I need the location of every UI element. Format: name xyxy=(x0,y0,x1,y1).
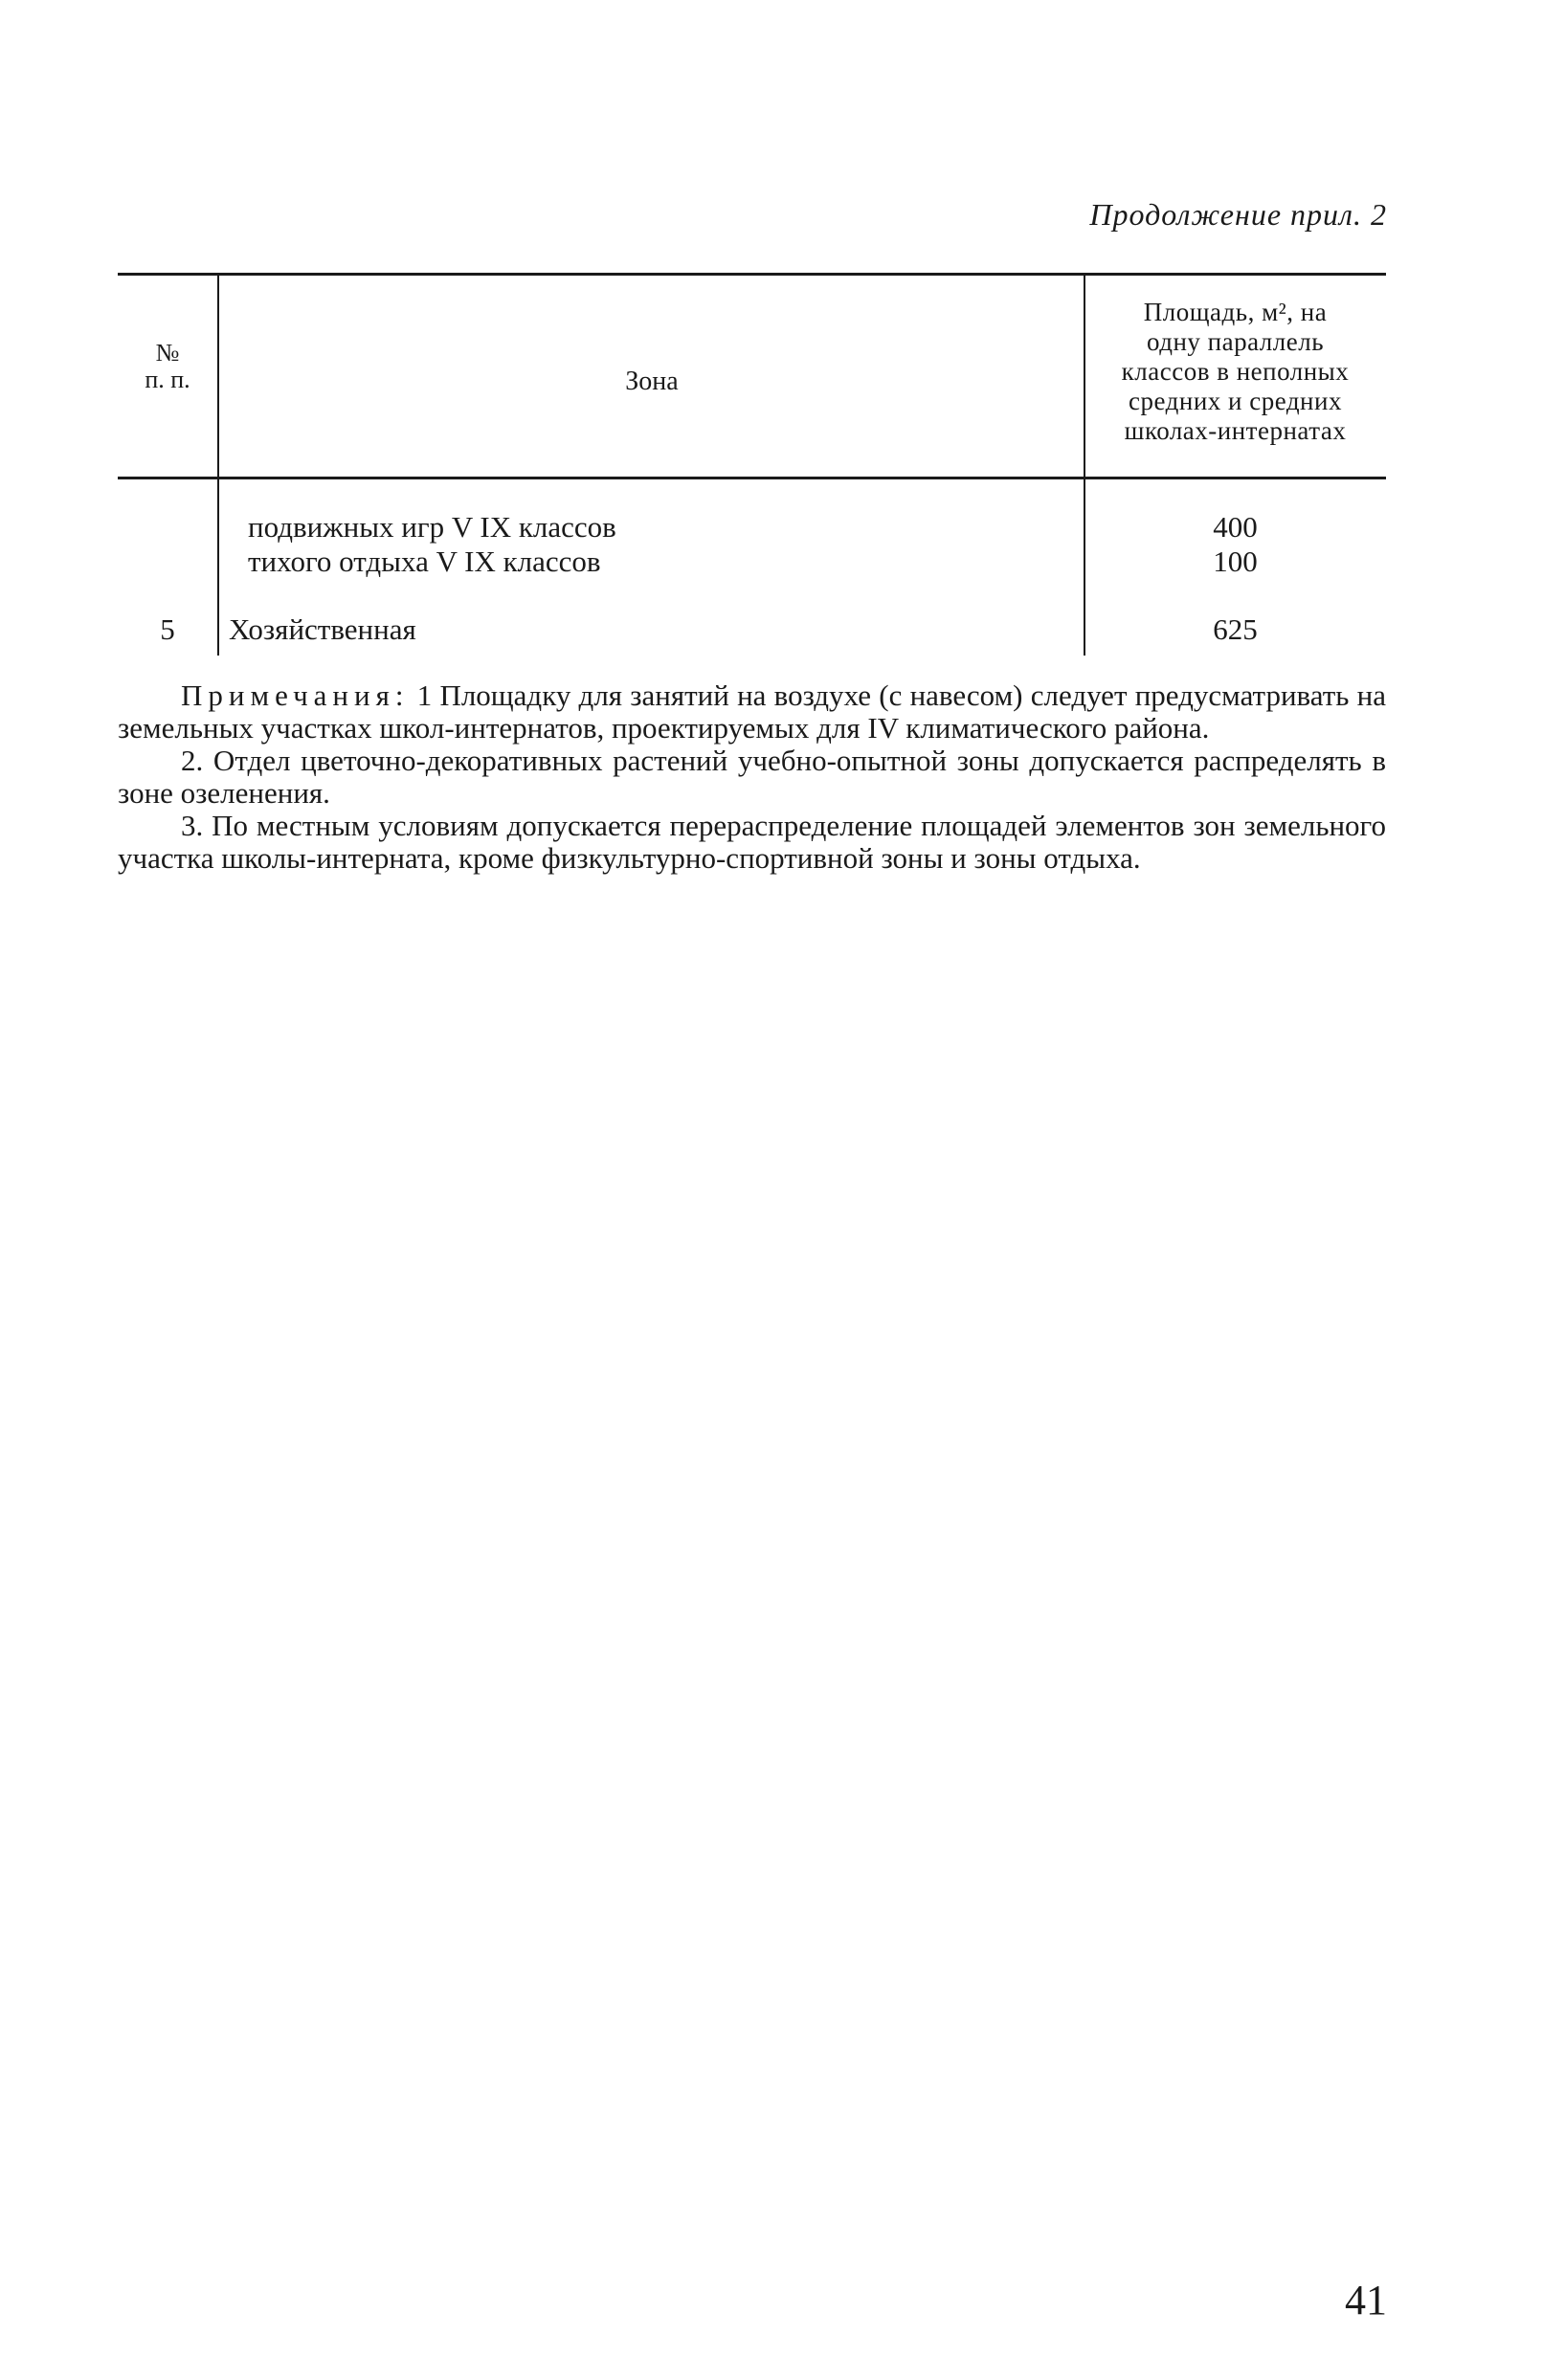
note-1 xyxy=(118,679,1386,745)
row-zone: Хозяйственная xyxy=(229,612,416,646)
table-header-rule xyxy=(118,477,1386,479)
table-top-rule xyxy=(118,273,1386,276)
header-area-line: Площадь, м², на xyxy=(1143,298,1328,326)
header-area-line: средних и средних xyxy=(1129,387,1342,415)
header-area-line: классов в неполных xyxy=(1121,357,1350,386)
header-area-line: одну параллель xyxy=(1146,327,1325,356)
header-area-line: школах-интернатах xyxy=(1124,416,1347,445)
note-2: 2. Отдел цветочно-декоративных растений учебно-опытной зоны допускается распределять в зоне озеленения. xyxy=(118,744,1386,810)
note-3: 3. По местным условиям допускается перераспределение площадей элементов зон земельного участка школы-интерната, кроме физкультурно-спортивной зоны и зоны отдыха. xyxy=(118,809,1386,875)
row-area: 400 xyxy=(1213,510,1258,544)
header-number xyxy=(118,340,217,393)
note-text: 1 Площадку для занятий на воздухе (с навесом) следует предусматривать на земельных участках школ-интернатов, проектируемых для IV климатического района. xyxy=(118,678,1387,745)
header-zone: Зона xyxy=(625,367,679,396)
continuation-caption: Продолжение прил. 2 xyxy=(1089,197,1387,232)
notes-label: Примечания: xyxy=(181,678,410,712)
notes-block xyxy=(118,679,1386,875)
page-number: 41 xyxy=(1345,2277,1387,2324)
row-area: 625 xyxy=(1213,612,1258,646)
row-zone: тихого отдыха V IX классов xyxy=(248,545,601,578)
header-number-symbol: № xyxy=(155,339,180,367)
area-table xyxy=(118,273,1386,656)
row-zone: подвижных игр V IX классов xyxy=(248,510,616,544)
row-area: 100 xyxy=(1213,545,1258,578)
header-area xyxy=(1084,298,1386,446)
header-number-abbrev: п. п. xyxy=(145,366,190,393)
column-divider-1 xyxy=(217,273,219,656)
row-number: 5 xyxy=(160,612,175,646)
